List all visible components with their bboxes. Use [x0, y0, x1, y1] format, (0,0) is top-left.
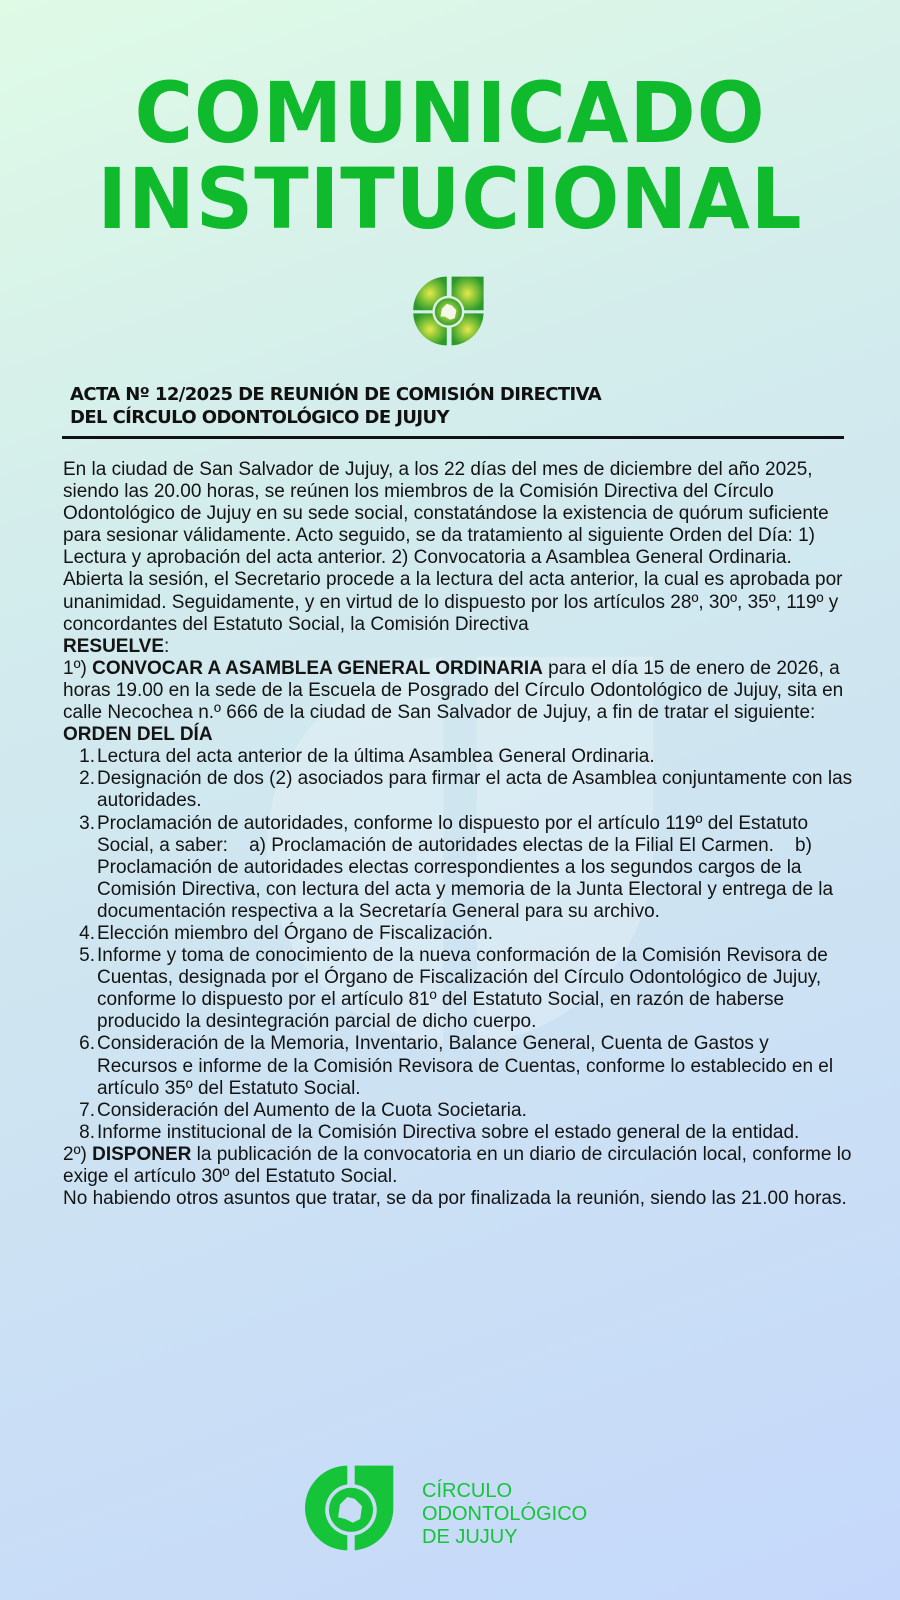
- list-item: [63, 1122, 853, 1144]
- heading-line-2: DEL CÍRCULO ODONTOLÓGICO DE JUJUY: [70, 407, 449, 428]
- item-text: Elección miembro del Órgano de Fiscalización.: [97, 922, 494, 944]
- item-text: Consideración del Aumento de la Cuota Societaria.: [97, 1099, 527, 1121]
- footer-line-2: ODONTOLÓGICO: [422, 1503, 588, 1525]
- list-item: [63, 945, 853, 1033]
- footer-line-1: CÍRCULO: [422, 1480, 513, 1502]
- heading-divider: [62, 436, 844, 439]
- footer-line-3: DE JUJUY: [422, 1526, 518, 1548]
- closing-paragraph: No habiendo otros asuntos que tratar, se da por finalizada la reunión, siendo las 21.00 horas.: [63, 1188, 847, 1210]
- second-bold: DISPONER: [92, 1143, 192, 1165]
- first-rest: para el día 15 de enero de 2026, a horas 19.00 en la sede de la Escuela de Posgrado del Círculo Odontológico de Jujuy, sita en calle Necochea n.º 666 de la ciudad de San Salvador de Jujuy, a fin de tratar el siguiente:: [63, 657, 844, 724]
- list-item: [63, 768, 853, 812]
- item-text: Informe institucional de la Comisión Directiva sobre el estado general de la entidad.: [97, 1121, 800, 1143]
- resuelve-line: [63, 636, 853, 658]
- item-text: Lectura del acta anterior de la última Asamblea General Ordinaria.: [97, 746, 655, 768]
- list-item: [63, 1100, 853, 1122]
- footer-logo-icon: [305, 1462, 397, 1554]
- list-item: [63, 1033, 853, 1099]
- item-text: Consideración de la Memoria, Inventario, Balance General, Cuenta de Gastos y Recursos e informe de la Comisión Revisora de Cuentas, conforme lo establecido en el artículo 35º del Estatuto Social.: [97, 1033, 834, 1099]
- item-text: Proclamación de autoridades, conforme lo dispuesto por el artículo 119º del Estatuto Social, a saber: a) Proclamación de autoridades electas de la Filial El Carmen. b) Proclamación de autoridades electas correspondientes a los segundos cargos de la Comisión Directiva, con lectura del acta y memoria de la Junta Electoral y entrega de la documentación respectiva a la Secretaría General para su archivo.: [97, 812, 834, 922]
- item-number: 6.: [79, 1033, 95, 1055]
- list-item: [63, 813, 853, 923]
- item-text: Informe y toma de conocimiento de la nueva conformación de la Comisión Revisora de Cuentas, designada por el Órgano de Fiscalización del Círculo Odontológico de Jujuy, conforme lo dispuesto por el artículo 81º del Estatuto Social, en razón de haberse producido la desintegración parcial de dicho cuerpo.: [97, 945, 828, 1033]
- orden-title: [63, 724, 853, 746]
- title-line-1: COMUNICADO: [134, 64, 766, 162]
- orden-title-text: ORDEN DEL DÍA: [63, 724, 213, 746]
- list-item: [63, 923, 853, 945]
- item-number: 1.: [79, 746, 95, 768]
- list-item: [63, 746, 853, 768]
- acta-body: [63, 459, 853, 1210]
- first-resolution: [63, 658, 853, 724]
- first-prefix: 1º): [63, 657, 93, 679]
- item-number: 8.: [79, 1121, 95, 1143]
- acta-heading: [70, 383, 830, 429]
- item-number: 4.: [79, 922, 95, 944]
- orden-list: [63, 746, 853, 1144]
- first-bold: CONVOCAR A ASAMBLEA GENERAL ORDINARIA: [92, 657, 543, 679]
- item-text: Designación de dos (2) asociados para firmar el acta de Asamblea conjuntamente con las autoridades.: [97, 768, 853, 812]
- resuelve-colon: :: [164, 635, 170, 657]
- intro-paragraph: En la ciudad de San Salvador de Jujuy, a los 22 días del mes de diciembre del año 2025, siendo las 20.00 horas, se reúnen los miembros de la Comisión Directiva del Círculo Odontológico de Jujuy en su sede social, constatándose la existencia de quórum suficiente para sesionar válidamente. Acto seguido, se da tratamiento al siguiente Orden del Día: 1) Lectura y aprobación del acta anterior. 2) Convocatoria a Asamblea General Ordinaria. Abierta la sesión, el Secretario procede a la lectura del acta anterior, la cual es aprobada por unanimidad. Seguidamente, y en virtud de lo dispuesto por los artículos 28º, 30º, 35º, 119º y concordantes del Estatuto Social, la Comisión Directiva: [63, 459, 843, 635]
- second-rest: la publicación de la convocatoria en un diario de circulación local, conforme lo exige el artículo 30º del Estatuto Social.: [63, 1143, 852, 1187]
- item-number: 3.: [79, 812, 95, 834]
- heading-line-1: ACTA Nº 12/2025 DE REUNIÓN DE COMISIÓN DIRECTIVA: [70, 384, 602, 405]
- item-number: 5.: [79, 945, 95, 967]
- second-resolution: [63, 1144, 853, 1188]
- title-line-2: INSTITUCIONAL: [97, 150, 803, 248]
- footer-brand: [422, 1480, 587, 1549]
- circulo-logo-icon: [410, 275, 490, 347]
- item-number: 2.: [79, 768, 95, 790]
- resuelve-label: RESUELVE: [63, 635, 165, 657]
- item-number: 7.: [79, 1099, 95, 1121]
- second-prefix: 2º): [63, 1143, 93, 1165]
- page-title: [23, 64, 878, 248]
